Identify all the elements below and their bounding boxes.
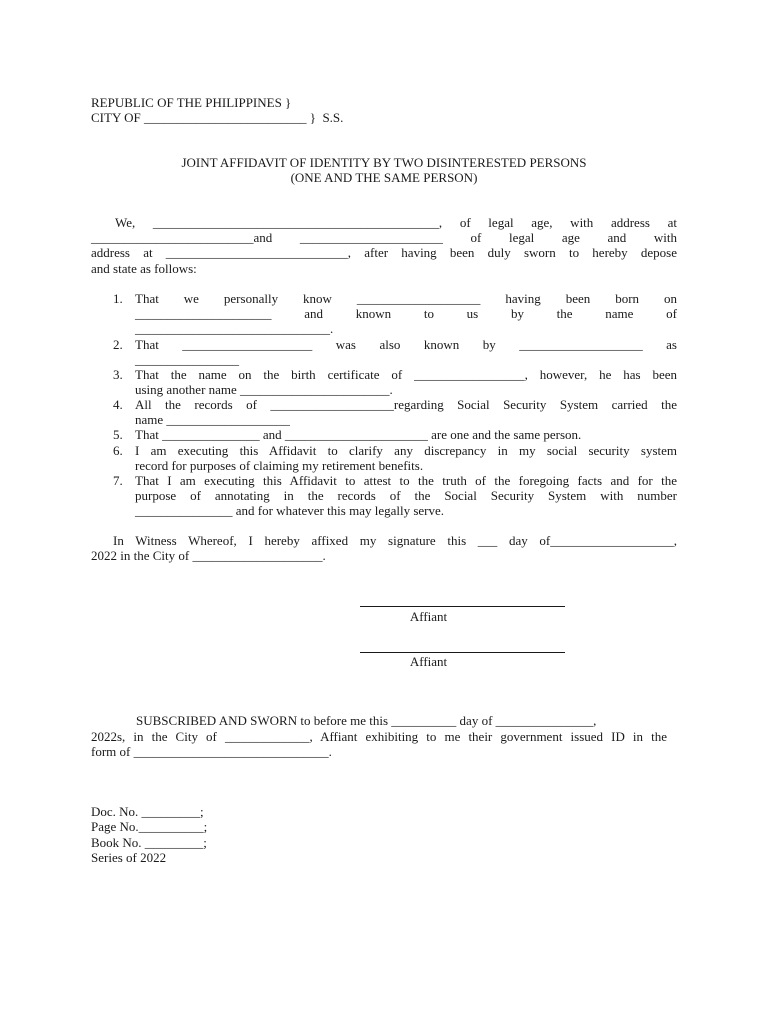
affiant-label: Affiant (409, 609, 448, 624)
item-number: 6. (113, 443, 123, 458)
witness-line-1: In Witness Whereof, I hereby affixed my signature this ___ day of___________________, (113, 533, 677, 548)
book-no: Book No. _________; (91, 835, 207, 850)
item-number: 4. (113, 397, 123, 412)
intro-line-1: We, ____________________________________________, of legal age, with address at (115, 215, 677, 230)
intro-line-2: _________________________and ______________________ of legal age and with (91, 230, 677, 245)
item-line: ________________ (135, 352, 239, 367)
witness-line-2: 2022 in the City of ____________________. (91, 548, 326, 563)
item-number: 1. (113, 291, 123, 306)
document-title: JOINT AFFIDAVIT OF IDENTITY BY TWO DISINTERESTED PERSONS (181, 155, 587, 170)
intro-line-4: and state as follows: (91, 261, 197, 276)
document-subtitle: (ONE AND THE SAME PERSON) (290, 170, 478, 185)
item-line: record for purposes of claiming my retirement benefits. (135, 458, 424, 473)
item-line: _______________ and for whatever this may legally serve. (135, 503, 445, 518)
affiant-label: Affiant (409, 654, 448, 669)
jurat-line-2: 2022s, in the City of _____________, Affiant exhibiting to me their government issued ID in the (91, 729, 667, 744)
item-number: 2. (113, 337, 123, 352)
item-line: That ____________________ was also known by ___________________ as (135, 337, 677, 352)
page-no: Page No.__________; (91, 819, 208, 834)
item-line: _____________________ and known to us by the name of (135, 306, 677, 321)
jurat-line-3: form of ______________________________. (91, 744, 332, 759)
item-line: ______________________________. (135, 321, 334, 336)
item-line: That we personally know ___________________ having been born on (135, 291, 677, 306)
item-line: That _______________ and ______________________ are one and the same person. (135, 427, 582, 442)
item-line: All the records of ___________________regarding Social Security System carried the (135, 397, 677, 412)
item-number: 3. (113, 367, 123, 382)
item-line: purpose of annotating in the records of the Social Security System with number (135, 488, 677, 503)
jurat-line-1: SUBSCRIBED AND SWORN to before me this __________ day of _______________, (136, 713, 597, 728)
item-line: That the name on the birth certificate of _________________, however, he has been (135, 367, 677, 382)
caption-republic: REPUBLIC OF THE PHILIPPINES } (91, 95, 292, 110)
intro-line-3: address at ____________________________, after having been duly sworn to hereby depose (91, 245, 677, 260)
item-number: 5. (113, 427, 123, 442)
series-of: Series of 2022 (91, 850, 167, 865)
doc-no: Doc. No. _________; (91, 804, 204, 819)
caption-city: CITY OF _________________________ } S.S. (91, 110, 344, 125)
affiant-signature-line (360, 606, 565, 607)
item-line: I am executing this Affidavit to clarify any discrepancy in my social security system (135, 443, 677, 458)
affiant-signature-line (360, 652, 565, 653)
item-line: That I am executing this Affidavit to attest to the truth of the foregoing facts and for the (135, 473, 677, 488)
item-line: name ___________________ (135, 412, 290, 427)
item-number: 7. (113, 473, 123, 488)
item-line: using another name _______________________. (135, 382, 393, 397)
